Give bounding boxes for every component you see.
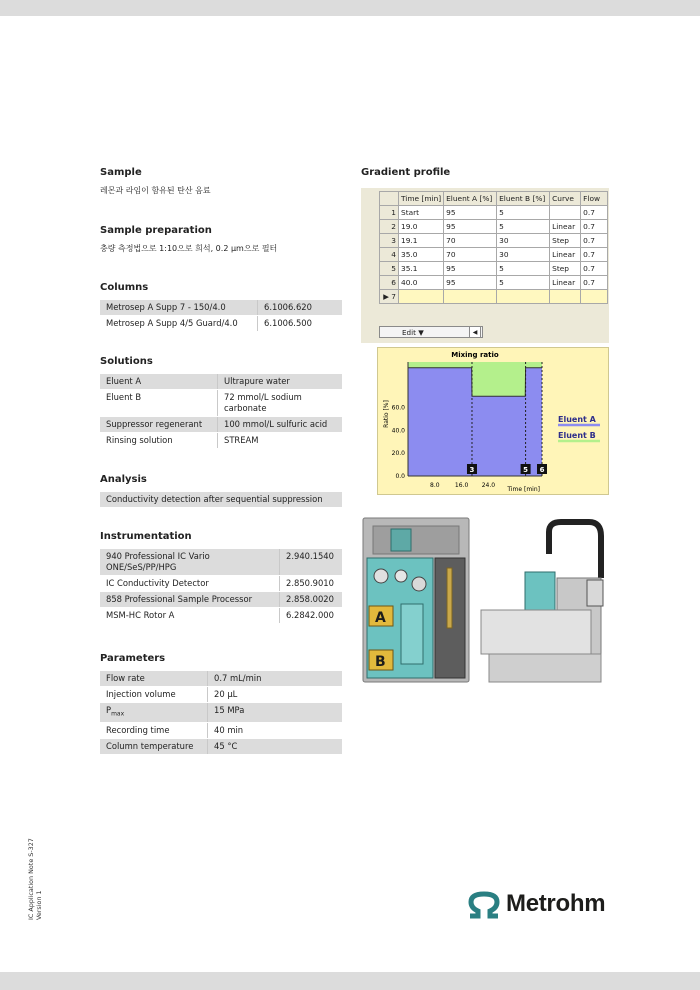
sample-title: Sample bbox=[100, 167, 142, 178]
valve-a-label: A bbox=[375, 610, 386, 626]
row-number: 3 bbox=[380, 234, 399, 248]
solution-name: Suppressor regenerant bbox=[100, 417, 218, 433]
cell-time[interactable]: Start bbox=[399, 206, 444, 220]
cell-eluent-a[interactable]: 95 bbox=[444, 276, 497, 290]
instrument-name: 858 Professional Sample Processor bbox=[100, 592, 280, 608]
valve-b-label: B bbox=[375, 654, 386, 670]
x-tick-label: 16.0 bbox=[454, 482, 469, 489]
solutions-table bbox=[100, 374, 342, 449]
table-row bbox=[100, 738, 342, 754]
x-axis-label: Time [min] bbox=[507, 486, 540, 493]
parameter-name: Column temperature bbox=[100, 738, 208, 754]
cell-eluent-a[interactable]: 95 bbox=[444, 220, 497, 234]
y-tick-label: 40.0 bbox=[391, 427, 405, 435]
cell-eluent-b[interactable]: 5 bbox=[497, 220, 550, 234]
omega-logo-icon bbox=[466, 890, 502, 920]
header-eluent-b[interactable]: Eluent B [%] bbox=[497, 192, 550, 206]
table-row bbox=[100, 549, 342, 576]
cell-curve[interactable]: Step bbox=[550, 234, 581, 248]
solution-name: Rinsing solution bbox=[100, 433, 218, 449]
solution-value: STREAM bbox=[218, 433, 343, 449]
cell-eluent-a[interactable]: 70 bbox=[444, 248, 497, 262]
cell-curve[interactable]: Linear bbox=[550, 276, 581, 290]
cell-curve[interactable] bbox=[550, 206, 581, 220]
scroll-left-button[interactable]: ◀ bbox=[469, 326, 481, 338]
instrument-name: 940 Professional IC Vario ONE/SeS/PP/HPG bbox=[100, 549, 280, 576]
parameters-title: Parameters bbox=[100, 653, 166, 664]
gradient-title: Gradient profile bbox=[361, 167, 451, 178]
x-tick-label: 8.0 bbox=[430, 482, 440, 489]
y-tick-label: 60.0 bbox=[391, 404, 405, 412]
cell-time[interactable]: 40.0 bbox=[399, 276, 444, 290]
parameter-value: 0.7 mL/min bbox=[208, 671, 343, 687]
row-number-header bbox=[380, 192, 399, 206]
table-row bbox=[100, 608, 342, 624]
top-band bbox=[0, 0, 700, 16]
gradient-header-row bbox=[380, 192, 608, 206]
cell-curve[interactable]: Linear bbox=[550, 220, 581, 234]
parameter-name: Injection volume bbox=[100, 687, 208, 703]
table-row[interactable] bbox=[380, 262, 608, 276]
bottom-band bbox=[0, 972, 700, 990]
marker-label: 5 bbox=[523, 466, 529, 474]
cell-curve[interactable]: Step bbox=[550, 262, 581, 276]
cell-eluent-a[interactable]: 95 bbox=[444, 206, 497, 220]
cell-flow[interactable]: 0.7 bbox=[581, 234, 608, 248]
column-name: Metrosep A Supp 7 - 150/4.0 bbox=[100, 300, 258, 316]
parameter-name bbox=[100, 703, 208, 723]
row-number: 6 bbox=[380, 276, 399, 290]
cell-flow[interactable]: 0.7 bbox=[581, 206, 608, 220]
legend-label: Eluent B bbox=[558, 431, 596, 440]
marker-label: 3 bbox=[469, 466, 475, 474]
solution-value: 72 mmol/L sodium carbonate bbox=[218, 390, 343, 417]
y-tick-label: 0.0 bbox=[395, 473, 405, 480]
table-row bbox=[100, 300, 342, 316]
cell-flow[interactable] bbox=[581, 290, 608, 304]
instrument-code: 2.850.9010 bbox=[280, 576, 343, 592]
gradient-table-window bbox=[361, 188, 609, 343]
parameter-value: 15 MPa bbox=[208, 703, 343, 723]
cell-eluent-a[interactable]: 70 bbox=[444, 234, 497, 248]
prep-title: Sample preparation bbox=[100, 225, 212, 236]
analysis-title: Analysis bbox=[100, 474, 147, 485]
header-curve[interactable]: Curve bbox=[550, 192, 581, 206]
parameter-name: Recording time bbox=[100, 722, 208, 738]
pmax-subscript: max bbox=[111, 710, 125, 718]
cell-eluent-b[interactable]: 5 bbox=[497, 276, 550, 290]
instrument-code: 2.858.0020 bbox=[280, 592, 343, 608]
solutions-title: Solutions bbox=[100, 356, 153, 367]
columns-title: Columns bbox=[100, 282, 149, 293]
table-row bbox=[100, 703, 342, 723]
cell-eluent-b[interactable] bbox=[497, 290, 550, 304]
solutions-section bbox=[100, 354, 342, 449]
table-row bbox=[100, 687, 342, 703]
brand-name: Metrohm bbox=[506, 890, 606, 917]
dropdown-arrow-icon: ▼ bbox=[418, 328, 424, 337]
instrumentation-section bbox=[100, 529, 342, 624]
edit-dropdown[interactable] bbox=[379, 326, 483, 338]
mixing-ratio-chart bbox=[378, 348, 608, 494]
table-row bbox=[100, 576, 342, 592]
row-pointer-icon: ▶ bbox=[383, 292, 389, 301]
instrument-illustration bbox=[361, 514, 609, 686]
x-tick-label: 24.0 bbox=[481, 482, 496, 489]
header-eluent-a[interactable]: Eluent A [%] bbox=[444, 192, 497, 206]
instrument-code: 2.940.1540 bbox=[280, 549, 343, 576]
prep-section bbox=[100, 223, 342, 255]
gradient-table bbox=[379, 191, 608, 304]
parameter-value: 40 min bbox=[208, 722, 343, 738]
row-number: 5 bbox=[380, 262, 399, 276]
header-flow[interactable]: Flow bbox=[581, 192, 608, 206]
cell-flow[interactable]: 0.7 bbox=[581, 248, 608, 262]
solution-name: Eluent B bbox=[100, 390, 218, 417]
instrumentation-title: Instrumentation bbox=[100, 531, 192, 542]
table-row bbox=[100, 390, 342, 417]
cell-eluent-a[interactable]: 95 bbox=[444, 262, 497, 276]
columns-table bbox=[100, 300, 342, 332]
instrumentation-table bbox=[100, 549, 342, 624]
cell-curve[interactable] bbox=[550, 290, 581, 304]
table-row bbox=[100, 433, 342, 449]
row-number bbox=[380, 290, 399, 304]
instrument-name: IC Conductivity Detector bbox=[100, 576, 280, 592]
solution-name: Eluent A bbox=[100, 374, 218, 390]
cell-flow[interactable]: 0.7 bbox=[581, 262, 608, 276]
cell-time[interactable]: 19.0 bbox=[399, 220, 444, 234]
parameters-table bbox=[100, 671, 342, 755]
sample-section bbox=[100, 165, 342, 197]
cell-time[interactable]: 19.1 bbox=[399, 234, 444, 248]
table-row bbox=[100, 374, 342, 390]
header-time[interactable]: Time [min] bbox=[399, 192, 444, 206]
new-row[interactable] bbox=[380, 290, 608, 304]
table-row[interactable] bbox=[380, 220, 608, 234]
cell-eluent-b[interactable]: 30 bbox=[497, 248, 550, 262]
cell-eluent-b[interactable]: 5 bbox=[497, 206, 550, 220]
solution-value: Ultrapure water bbox=[218, 374, 343, 390]
table-row bbox=[100, 492, 342, 508]
parameters-section bbox=[100, 651, 342, 755]
note-line-2: Version 1 bbox=[35, 890, 43, 920]
parameter-value: 20 µL bbox=[208, 687, 343, 703]
metrohm-logo bbox=[466, 888, 611, 920]
table-row bbox=[100, 671, 342, 687]
table-row bbox=[100, 316, 342, 332]
row-number: 2 bbox=[380, 220, 399, 234]
row-number: 1 bbox=[380, 206, 399, 220]
prep-text: 충량 측정법으로 1:10으로 희석, 0.2 µm으로 필터 bbox=[100, 244, 278, 253]
instrument-code: 6.2842.000 bbox=[280, 608, 343, 624]
column-code: 6.1006.500 bbox=[258, 316, 343, 332]
table-row bbox=[100, 417, 342, 433]
column-code: 6.1006.620 bbox=[258, 300, 343, 316]
analysis-text: Conductivity detection after sequential suppression bbox=[100, 492, 342, 508]
cell-time[interactable]: 35.1 bbox=[399, 262, 444, 276]
cell-time[interactable] bbox=[399, 290, 444, 304]
columns-section bbox=[100, 280, 342, 332]
edit-label: Edit bbox=[402, 328, 416, 337]
row-number: 4 bbox=[380, 248, 399, 262]
cell-eluent-a[interactable] bbox=[444, 290, 497, 304]
ic-system-drawing bbox=[361, 514, 609, 686]
parameter-name: Flow rate bbox=[100, 671, 208, 687]
chart-title: Mixing ratio bbox=[451, 351, 499, 359]
cell-flow[interactable]: 0.7 bbox=[581, 220, 608, 234]
note-line-1: IC Application Note S-327 bbox=[27, 838, 35, 920]
cell-flow[interactable]: 0.7 bbox=[581, 276, 608, 290]
analysis-table bbox=[100, 492, 342, 508]
legend-label: Eluent A bbox=[558, 415, 596, 424]
cell-eluent-b[interactable]: 5 bbox=[497, 262, 550, 276]
table-row bbox=[100, 592, 342, 608]
y-tick-label: 20.0 bbox=[391, 450, 405, 458]
new-row-number: 7 bbox=[391, 292, 396, 301]
pmax-symbol: P bbox=[106, 705, 112, 715]
analysis-section bbox=[100, 472, 342, 508]
cell-curve[interactable]: Linear bbox=[550, 248, 581, 262]
marker-label: 6 bbox=[539, 466, 545, 474]
table-row[interactable] bbox=[380, 206, 608, 220]
solution-value: 100 mmol/L sulfuric acid bbox=[218, 417, 343, 433]
application-note-label bbox=[27, 838, 43, 920]
cell-time[interactable]: 35.0 bbox=[399, 248, 444, 262]
table-row[interactable] bbox=[380, 248, 608, 262]
table-row[interactable] bbox=[380, 276, 608, 290]
parameter-value: 45 °C bbox=[208, 738, 343, 754]
column-name: Metrosep A Supp 4/5 Guard/4.0 bbox=[100, 316, 258, 332]
y-axis-label: Ratio [%] bbox=[383, 400, 390, 428]
sample-text: 레몬과 라임이 함유된 탄산 음료 bbox=[100, 186, 211, 195]
instrument-name: MSM-HC Rotor A bbox=[100, 608, 280, 624]
table-row bbox=[100, 722, 342, 738]
table-row[interactable] bbox=[380, 234, 608, 248]
cell-eluent-b[interactable]: 30 bbox=[497, 234, 550, 248]
mixing-ratio-chart-window bbox=[377, 347, 609, 495]
